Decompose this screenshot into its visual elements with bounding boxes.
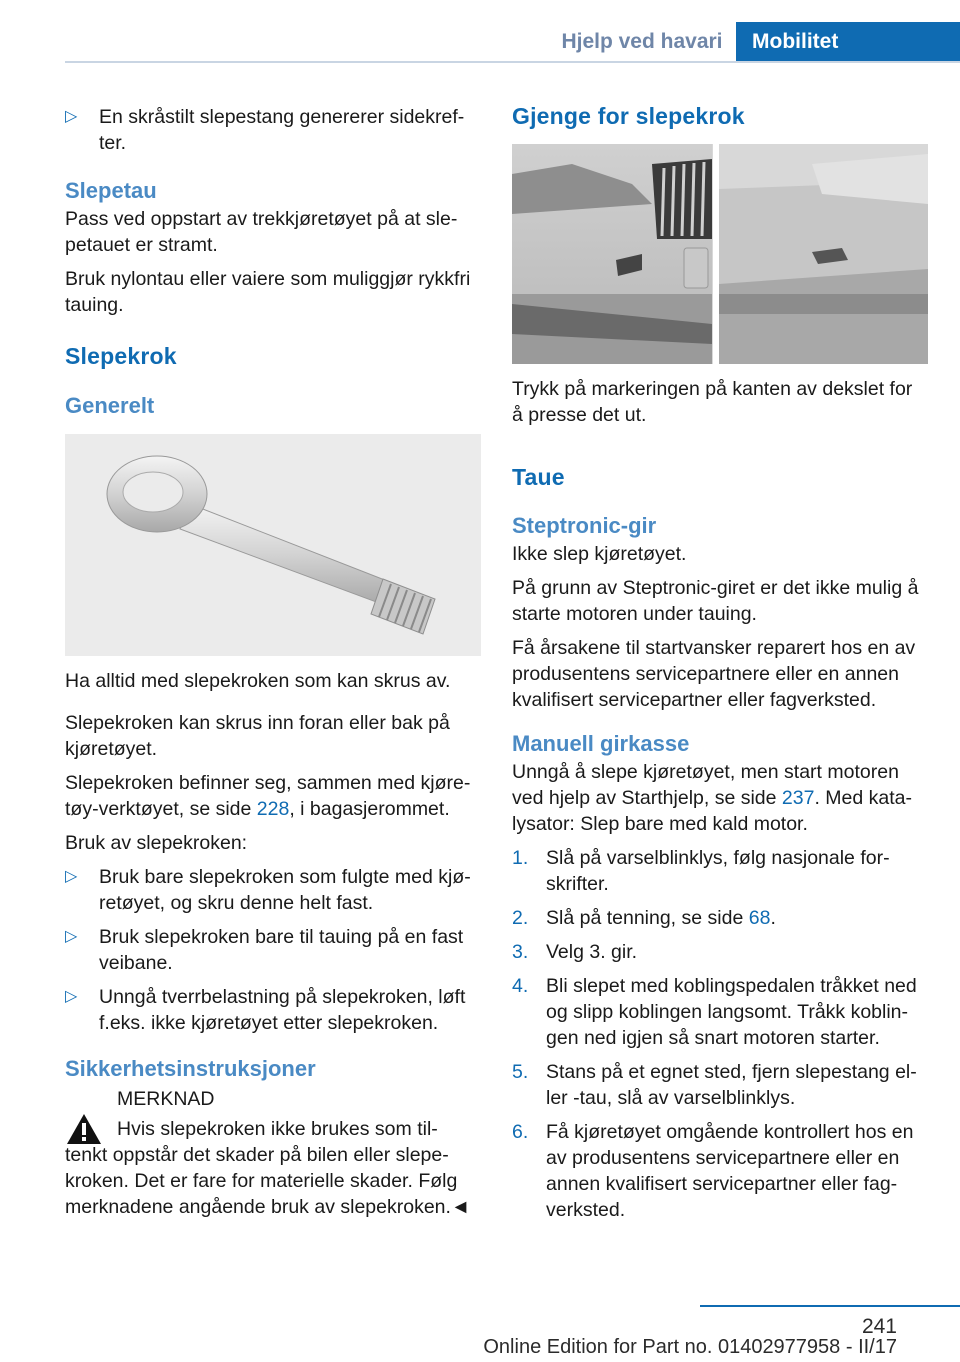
- list-item: [65, 104, 481, 156]
- footer-divider: [700, 1305, 960, 1307]
- step-text: Stans på et egnet sted, fjern slepestang el-ler -tau, slå av varselblinklys.: [546, 1061, 917, 1109]
- paragraph: Bruk av slepekroken:: [65, 832, 248, 854]
- list-item: [65, 924, 481, 976]
- paragraph: Slepekroken kan skrus inn foran eller bak på kjøretøyet.: [65, 712, 450, 760]
- step-text: Slå på tenning, se side 68.: [546, 907, 776, 929]
- step-text: Velg 3. gir.: [546, 941, 638, 963]
- list-item: [512, 845, 928, 897]
- tow-hook-image: [65, 434, 481, 656]
- edition-footer: Online Edition for Part no. 01402977958 - II/17: [483, 1336, 897, 1358]
- step-number: 2.: [512, 907, 529, 929]
- tab-hjelp-ved-havari[interactable]: Hjelp ved havari: [561, 29, 723, 53]
- triangle-right-icon: ▷: [65, 928, 78, 945]
- triangle-right-icon: ▷: [65, 108, 78, 125]
- left-column: [65, 104, 481, 156]
- step-number: 3.: [512, 941, 529, 963]
- paragraph: Ikke slep kjøretøyet.: [512, 543, 687, 565]
- list-item: [512, 939, 928, 965]
- bullet-text: Bruk bare slepekroken som fulgte med kjø-retøyet, og skru denne helt fast.: [99, 866, 471, 914]
- list-item: [512, 905, 928, 931]
- step-text: Få kjøretøyet omgående kontrollert hos en av produsentens servicepartnere eller en annen kvalifisert servicepartner eller fag-verksted.: [546, 1121, 914, 1221]
- heading-steptronic: Steptronic-gir: [512, 513, 657, 538]
- list-item: [65, 864, 481, 916]
- step-number: 5.: [512, 1061, 529, 1083]
- bumper-image: [512, 144, 928, 364]
- step-number: 4.: [512, 975, 529, 997]
- step-number: 1.: [512, 847, 529, 869]
- paragraph: Bruk nylontau eller vaiere som muliggjør rykkfri tauing.: [65, 268, 471, 316]
- list-item: [512, 1119, 928, 1223]
- image-caption: Ha alltid med slepekroken som kan skrus av.: [65, 670, 451, 692]
- paragraph: Pass ved oppstart av trekkjøretøyet på at sle-petauet er stramt.: [65, 208, 458, 256]
- bullet-text: Bruk slepekroken bare til tauing på en fast veibane.: [99, 926, 464, 974]
- triangle-right-icon: ▷: [65, 988, 78, 1005]
- heading-gjenge: Gjenge for slepekrok: [512, 103, 745, 129]
- heading-slepekrok: Slepekrok: [65, 343, 177, 369]
- bullet-text: Unngå tverrbelastning på slepekroken, løft f.eks. ikke kjøretøyet etter slepekroken.: [99, 986, 466, 1034]
- paragraph: Unngå å slepe kjøretøyet, men start motoren ved hjelp av Starthjelp, se side 237. Med kata-lysator: Slep bare med kald motor.: [512, 761, 912, 835]
- heading-slepetau: Slepetau: [65, 178, 157, 203]
- list-item: [65, 984, 481, 1036]
- heading-sikkerhetsinstruksjoner: Sikkerhetsinstruksjoner: [65, 1056, 316, 1081]
- bullet-text: En skråstilt slepestang genererer sidekref-ter.: [99, 106, 465, 154]
- notice-text: tenkt oppstår det skader på bilen eller slepe-kroken. Det er fare for materielle skader. Følg merknadene angående bruk av slepekroken.◄: [65, 1144, 471, 1218]
- image-caption: Trykk på markeringen på kanten av dekslet for å presse det ut.: [512, 378, 913, 426]
- page-link-228[interactable]: 228: [256, 798, 290, 820]
- paragraph: På grunn av Steptronic-giret er det ikke mulig å starte motoren under tauing.: [512, 577, 919, 625]
- page-link-68[interactable]: 68: [748, 907, 771, 929]
- step-text: Slå på varselblinklys, følg nasjonale for-skrifter.: [546, 847, 890, 895]
- heading-generelt: Generelt: [65, 393, 155, 418]
- tab-mobilitet[interactable]: Mobilitet: [736, 22, 960, 62]
- notice-label: MERKNAD: [117, 1088, 215, 1110]
- page-link-237[interactable]: 237: [781, 787, 815, 809]
- notice-box: [65, 1086, 481, 1220]
- heading-manuell-girkasse: Manuell girkasse: [512, 731, 690, 756]
- list-item: [512, 973, 928, 1051]
- paragraph: Få årsakene til startvansker reparert hos en av produsentens servicepartnere eller en annen kvalifisert servicepartner eller fagverksted.: [512, 637, 916, 711]
- warning-triangle-icon: [65, 1112, 103, 1146]
- step-text: Bli slepet med koblingspedalen tråkket ned og slipp koblingen langsomt. Tråkk koblin-gen ned igjen så snart motoren starter.: [546, 975, 917, 1049]
- list-item: [512, 1059, 928, 1111]
- paragraph: Slepekroken befinner seg, sammen med kjøre-tøy-verktøyet, se side 228, i bagasjerommet.: [65, 772, 471, 820]
- triangle-right-icon: ▷: [65, 868, 78, 885]
- page-number: 241: [861, 1315, 897, 1338]
- step-number: 6.: [512, 1121, 529, 1143]
- heading-taue: Taue: [512, 464, 565, 490]
- notice-text: Hvis slepekroken ikke brukes som til-: [117, 1118, 438, 1140]
- header-divider: [65, 61, 960, 63]
